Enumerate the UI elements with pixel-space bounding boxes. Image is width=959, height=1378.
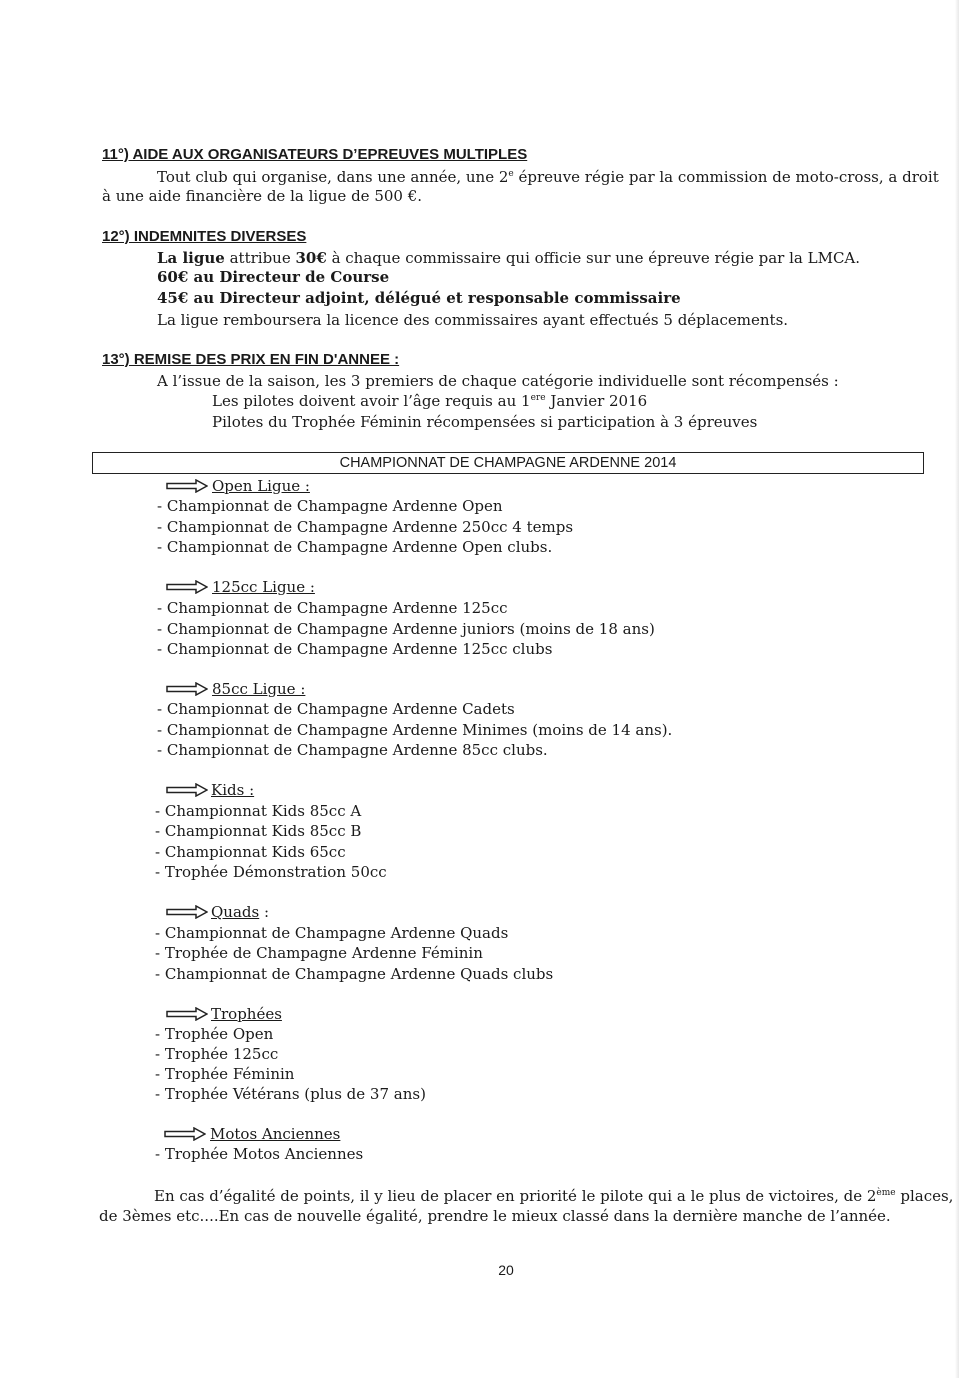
list-item: - Trophée Open	[155, 1025, 274, 1043]
list-item: - Championnat de Champagne Ardenne 125cc	[157, 599, 508, 617]
list-item: - Championnat de Champagne Ardenne Open	[157, 497, 503, 515]
page-edge-shadow	[955, 0, 959, 1378]
list-item: - Championnat Kids 65cc	[155, 843, 346, 861]
list-item: - Championnat de Champagne Ardenne Quads	[155, 924, 509, 942]
page-number: 20	[498, 1262, 514, 1278]
list-item: - Trophée de Champagne Ardenne Féminin	[155, 944, 483, 962]
list-item: - Trophée 125cc	[155, 1045, 279, 1063]
category-kids-label: Kids :	[211, 781, 255, 799]
section-11-title: 11°) AIDE AUX ORGANISATEURS D’EPREUVES MULTIPLES	[102, 146, 528, 163]
list-item: - Championnat de Champagne Ardenne 250cc 4 temps	[157, 518, 574, 536]
tiebreak-line-1: En cas d’égalité de points, il y lieu de placer en priorité le pilote qui a le plus de victoires, de 2ème places,	[154, 1187, 954, 1205]
list-item: - Trophée Démonstration 50cc	[155, 863, 387, 881]
list-item: - Championnat de Champagne Ardenne 85cc clubs.	[157, 741, 548, 759]
section-12-line-2: 60€ au Directeur de Course	[157, 268, 390, 286]
championship-banner	[92, 452, 924, 474]
list-item: - Championnat de Champagne Ardenne 125cc clubs	[157, 640, 553, 658]
championship-banner-text: CHAMPIONNAT DE CHAMPAGNE ARDENNE 2014	[339, 455, 677, 471]
category-85cc-label: 85cc Ligue :	[212, 680, 306, 698]
section-11-line-1: Tout club qui organise, dans une année, une 2e épreuve régie par la commission de moto-cross, a droit	[157, 168, 939, 186]
arrow-right-icon	[166, 479, 208, 493]
category-trophees-label: Trophées	[211, 1005, 282, 1023]
section-13-line-3: Pilotes du Trophée Féminin récompensées si participation à 3 épreuves	[212, 413, 758, 431]
arrow-right-icon	[166, 905, 208, 919]
section-12-title: 12°) INDEMNITES DIVERSES	[102, 228, 307, 245]
category-quads-label: Quads :	[211, 903, 270, 921]
arrow-right-icon	[166, 580, 208, 594]
section-12-line-4: La ligue remboursera la licence des commissaires ayant effectués 5 déplacements.	[157, 311, 789, 329]
list-item: - Championnat Kids 85cc B	[155, 822, 362, 840]
list-item: - Championnat de Champagne Ardenne Quads clubs	[155, 965, 554, 983]
list-item: - Trophée Vétérans (plus de 37 ans)	[155, 1085, 426, 1103]
category-125cc-label: 125cc Ligue :	[212, 578, 315, 596]
list-item: - Championnat de Champagne Ardenne Open clubs.	[157, 538, 553, 556]
list-item: - Championnat de Champagne Ardenne Cadets	[157, 700, 515, 718]
list-item: - Championnat Kids 85cc A	[155, 802, 362, 820]
list-item: - Trophée Féminin	[155, 1065, 295, 1083]
section-12-line-3: 45€ au Directeur adjoint, délégué et responsable commissaire	[157, 289, 681, 307]
list-item: - Championnat de Champagne Ardenne juniors (moins de 18 ans)	[157, 620, 655, 638]
section-13-line-1: A l’issue de la saison, les 3 premiers de chaque catégorie individuelle sont récompensés :	[157, 372, 839, 390]
arrow-right-icon	[166, 783, 208, 797]
section-11-line-2: à une aide financière de la ligue de 500 €.	[102, 187, 423, 205]
list-item: - Trophée Motos Anciennes	[155, 1145, 364, 1163]
category-open-label: Open Ligue :	[212, 477, 310, 495]
list-item: - Championnat de Champagne Ardenne Minimes (moins de 14 ans).	[157, 721, 673, 739]
section-13-line-2: Les pilotes doivent avoir l’âge requis au 1ere Janvier 2016	[212, 392, 648, 410]
arrow-right-icon	[166, 1007, 208, 1021]
arrow-right-icon	[166, 682, 208, 696]
tiebreak-line-2: de 3èmes etc....En cas de nouvelle égalité, prendre le mieux classé dans la dernière manche de l’année.	[99, 1207, 891, 1225]
arrow-right-icon	[164, 1127, 206, 1141]
section-12-line-1: La ligue attribue 30€ à chaque commissaire qui officie sur une épreuve régie par la LMCA.	[157, 249, 861, 267]
section-13-title: 13°) REMISE DES PRIX EN FIN D'ANNEE :	[102, 351, 400, 368]
category-motos-anciennes-label: Motos Anciennes	[210, 1125, 341, 1143]
